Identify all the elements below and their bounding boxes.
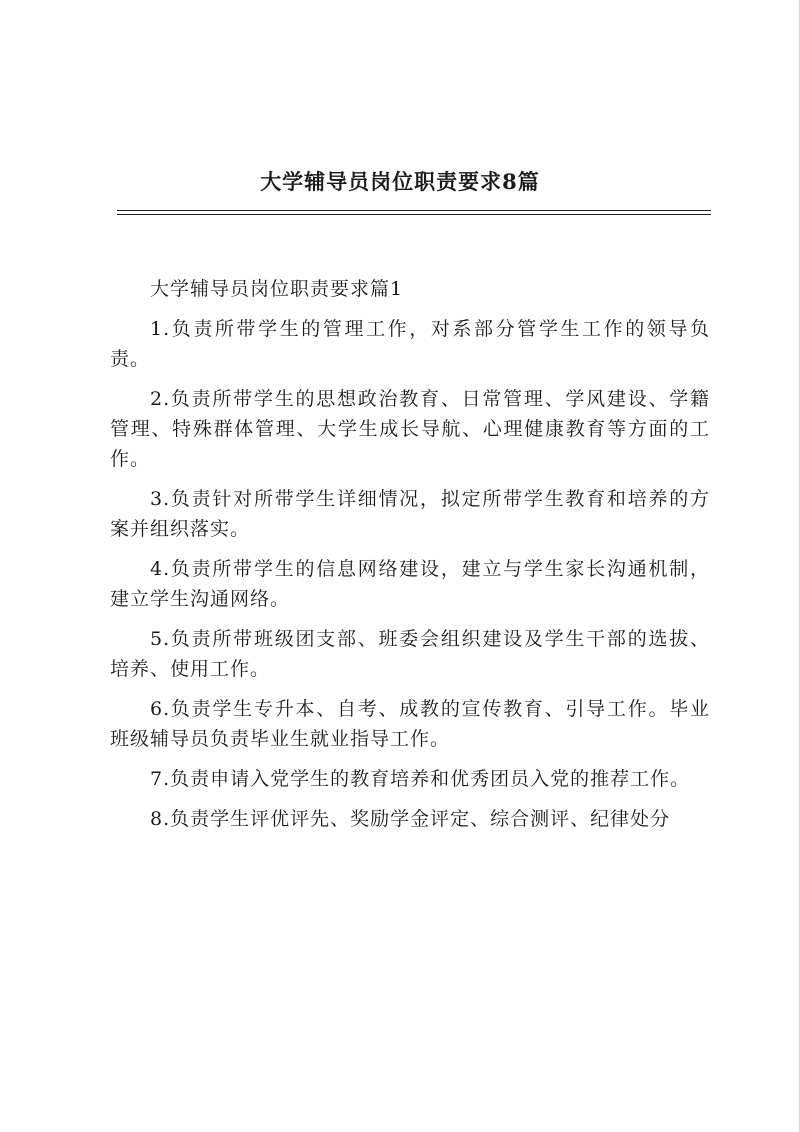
paragraph-7: 7.负责申请入党学生的教育培养和优秀团员入党的推荐工作。 — [150, 768, 691, 790]
paragraph-5: 5.负责所带班级团支部、班委会组织建设及学生干部的选拔、培养、使用工作。 — [110, 628, 710, 680]
paragraph-4: 4.负责所带学生的信息网络建设，建立与学生家长沟通机制，建立学生沟通网络。 — [110, 558, 710, 610]
title-rule-thick — [117, 214, 711, 215]
paragraph-6: 6.负责学生专升本、自考、成教的宣传教育、引导工作。毕业班级辅导员负责毕业生就业指导工作。 — [110, 698, 710, 750]
paragraph-8: 8.负责学生评优评先、奖励学金评定、综合测评、纪律处分 — [150, 808, 671, 830]
section-heading: 大学辅导员岗位职责要求篇1 — [150, 278, 404, 300]
title-rule-thin — [117, 210, 711, 211]
paragraph-2: 2.负责所带学生的思想政治教育、日常管理、学风建设、学籍管理、特殊群体管理、大学生成长导航、心理健康教育等方面的工作。 — [110, 388, 710, 470]
document-title: 大学辅导员岗位职责要求8篇 — [260, 169, 540, 194]
document-body — [110, 274, 710, 844]
paragraph-1: 1.负责所带学生的管理工作，对系部分管学生工作的领导负责。 — [110, 318, 710, 370]
paragraph-3: 3.负责针对所带学生详细情况，拟定所带学生教育和培养的方案并组织落实。 — [110, 488, 710, 540]
